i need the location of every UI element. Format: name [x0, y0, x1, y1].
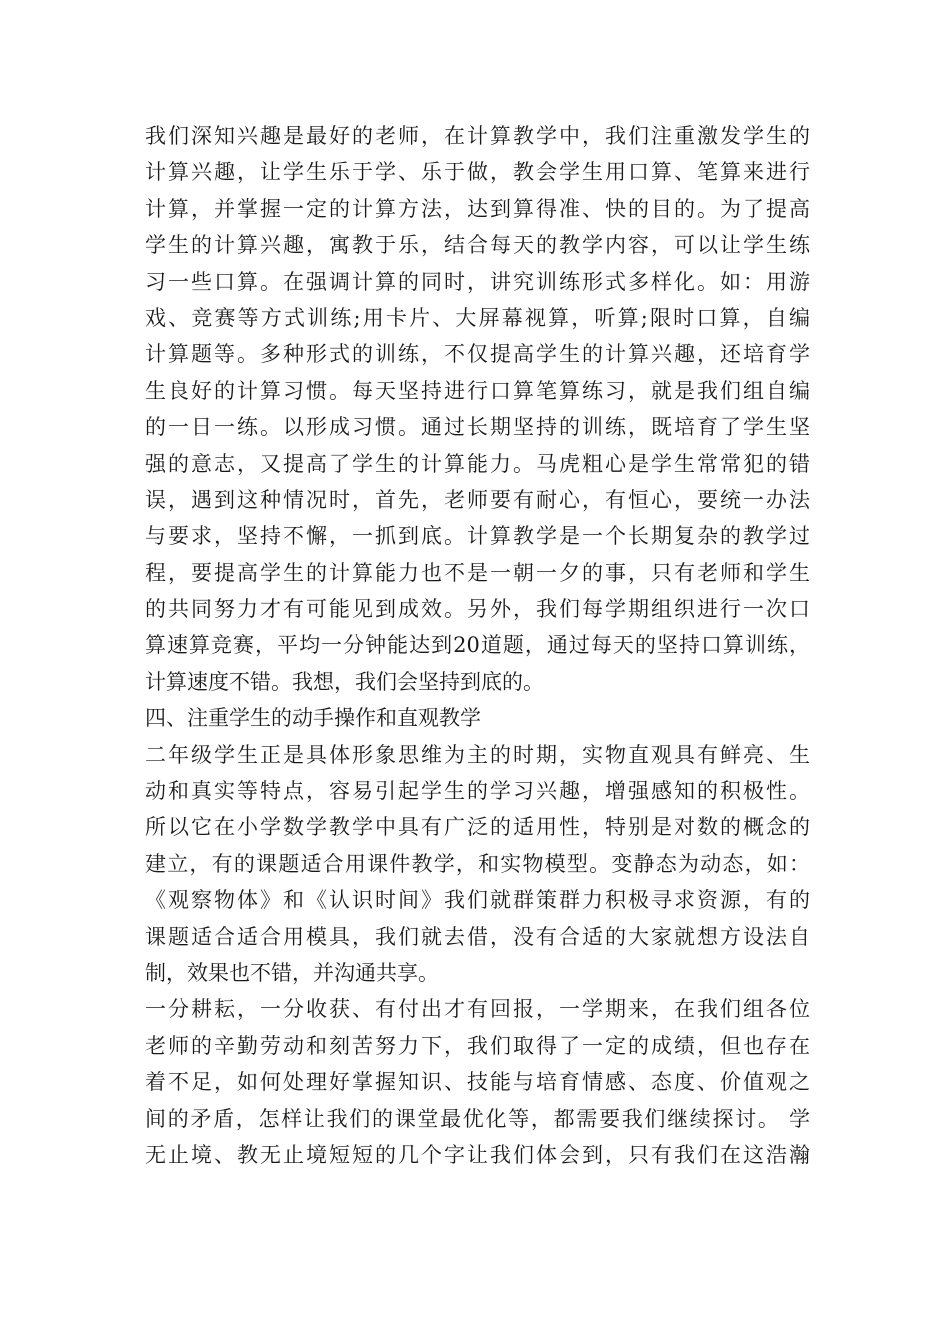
- text-line: 戏、竞赛等方式训练;用卡片、大屏幕视算，听算;限时口算，自编: [145, 305, 810, 330]
- text-line: 与要求，坚持不懈，一抓到底。计算教学是一个长期复杂的教学过: [145, 524, 810, 549]
- text-line: 程，要提高学生的计算能力也不是一朝一夕的事，只有老师和学生: [145, 560, 810, 585]
- text-line: 建立，有的课题适合用课件教学，和实物模型。变静态为动态，如：: [145, 851, 810, 876]
- document-body: [145, 118, 810, 1173]
- text-line: 我们深知兴趣是最好的老师，在计算教学中，我们注重激发学生的: [145, 124, 810, 148]
- text-line: 计算兴趣，让学生乐于学、乐于做，教会学生用口算、笔算来进行: [145, 160, 810, 185]
- text-line: 制，效果也不错，并沟通共享。: [145, 960, 439, 985]
- text-line: 间的矛盾，怎样让我们的课堂最优化等，都需要我们继续探讨。 学: [145, 1106, 810, 1131]
- text-line: 计算，并掌握一定的计算方法，达到算得准、快的目的。为了提高: [145, 196, 810, 221]
- text-line: 课题适合适合用模具，我们就去借，没有合适的大家就想方设法自: [145, 924, 810, 949]
- text-line: 算速算竞赛，平均一分钟能达到20道题，通过每天的坚持口算训练，: [145, 633, 810, 658]
- text-line: 着不足，如何处理好掌握知识、技能与培育情感、态度、价值观之: [145, 1070, 810, 1095]
- text-line: 所以它在小学数学教学中具有广泛的适用性，特别是对数的概念的: [145, 815, 810, 840]
- text-line: 二年级学生正是具体形象思维为主的时期，实物直观具有鲜亮、生: [145, 742, 810, 767]
- text-line: 习一些口算。在强调计算的同时，讲究训练形式多样化。如：用游: [145, 269, 810, 294]
- text-line: 的共同努力才有可能见到成效。另外，我们每学期组织进行一次口: [145, 597, 810, 622]
- text-line: 一分耕耘，一分收获、有付出才有回报，一学期来，在我们组各位: [145, 997, 810, 1022]
- text-line: 老师的辛勤劳动和刻苦努力下，我们取得了一定的成绩，但也存在: [145, 1033, 810, 1058]
- section-heading: 四、注重学生的动手操作和直观教学: [145, 706, 481, 731]
- text-line: 《观察物体》和《认识时间》我们就群策群力积极寻求资源，有的: [145, 888, 810, 913]
- text-line: 强的意志，又提高了学生的计算能力。马虎粗心是学生常常犯的错: [145, 451, 810, 476]
- text-line: 误，遇到这种情况时，首先，老师要有耐心，有恒心，要统一办法: [145, 487, 810, 512]
- text-line: 无止境、教无止境短短的几个字让我们体会到，只有我们在这浩瀚: [145, 1142, 810, 1167]
- text-line: 的一日一练。以形成习惯。通过长期坚持的训练，既培育了学生坚: [145, 415, 810, 440]
- text-line: 动和真实等特点，容易引起学生的学习兴趣，增强感知的积极性。: [145, 779, 810, 804]
- text-line: 计算题等。多种形式的训练，不仅提高学生的计算兴趣，还培育学: [145, 342, 810, 367]
- text-line: 学生的计算兴趣，寓教于乐，结合每天的教学内容，可以让学生练: [145, 233, 810, 258]
- text-line: 生良好的计算习惯。每天坚持进行口算笔算练习，就是我们组自编: [145, 378, 810, 403]
- text-line: 计算速度不错。我想，我们会坚持到底的。: [145, 669, 544, 694]
